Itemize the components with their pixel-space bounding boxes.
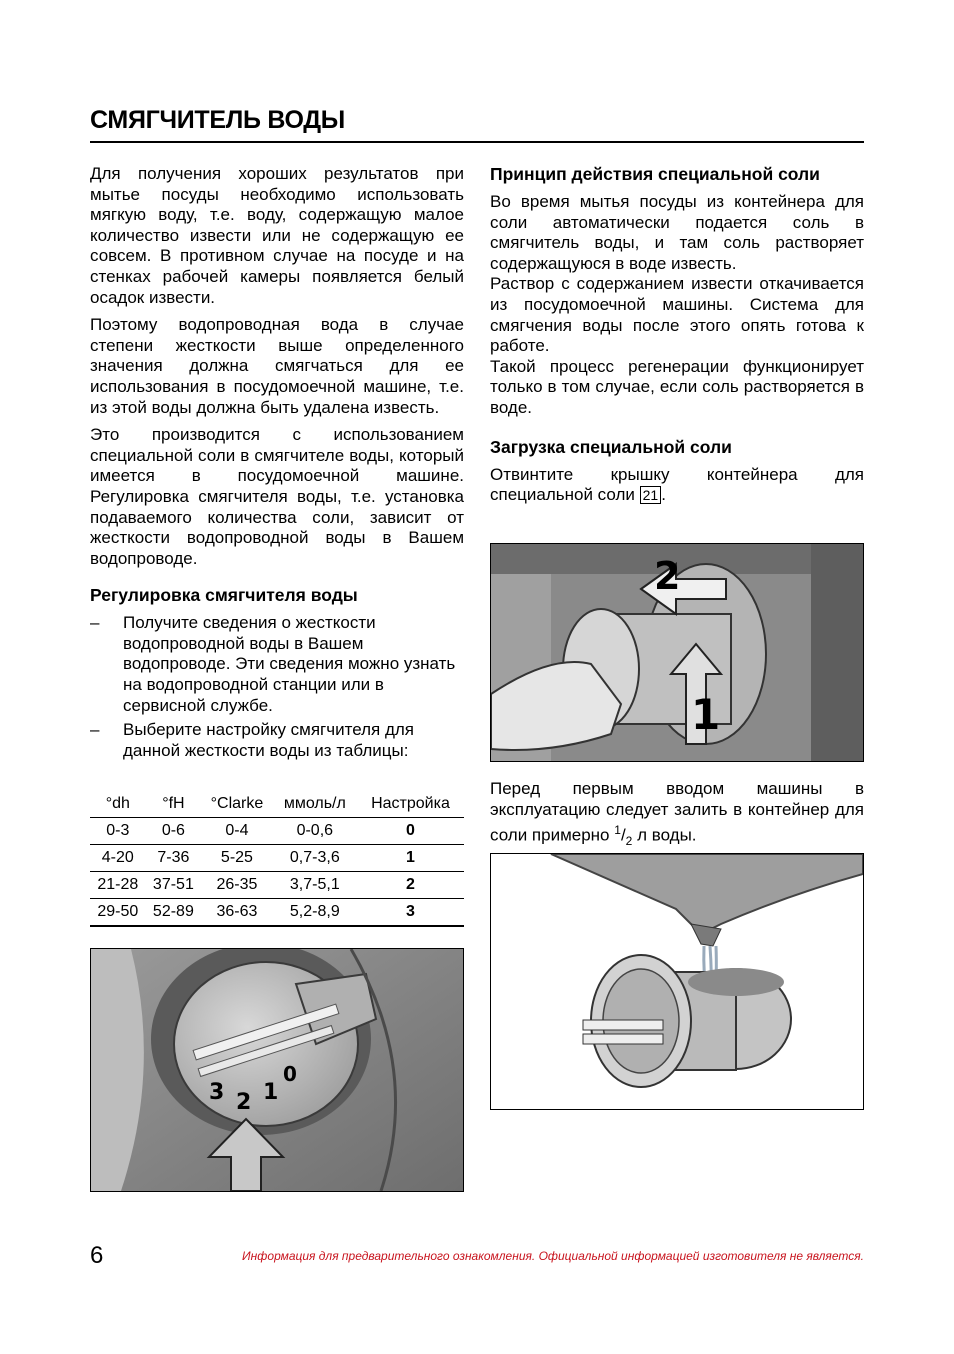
dial-label-3: 3 [209, 1080, 225, 1105]
principle-paragraph-3: Такой процесс регенерации функционирует только в том случае, если соль растворяется в воде. [490, 356, 864, 417]
load-heading: Загрузка специальной соли [490, 436, 732, 457]
col-setting: Настройка [357, 791, 464, 818]
salt-paragraph: Это производится с использованием специальной соли в смягчителе воды, который имеется в посудомоечной машине. Регулировка смягчителя воды, т.е. установка подаваемого количества соли, зависит от жесткости водопроводной воды в Вашем водопроводе. [90, 425, 464, 568]
step-1-label: 1 [691, 690, 721, 739]
col-clarke: °Clarke [201, 791, 273, 818]
intro-paragraph: Для получения хороших результатов при мытье посуды необходимо использовать мягкую воду, т.е. воду, содержащую малое количество извести или не содержащую ее совсем. В противном случае на посуде и на стенках рабочей камеры появляется белый осадок извести. [90, 164, 464, 307]
dial-label-2: 2 [236, 1090, 252, 1115]
col-mmol: ммоль/л [273, 791, 357, 818]
hardness-paragraph: Поэтому водопроводная вода в случае степени жесткости выше определенного значения должна смягчаться для ее использования в посудомоечной машине, т.е. из этой воды должна быть удалена известь. [90, 315, 464, 417]
table-row: 21-28 37-51 26-35 3,7-5,1 2 [90, 872, 464, 899]
softener-dial-illustration [90, 948, 464, 1192]
disclaimer: Информация для предварительного ознакомления. Официальной информацией изготовителя не является. [242, 1249, 864, 1263]
salt-container-open-illustration [490, 543, 864, 762]
load-paragraph: Отвинтите крышку контейнера для специальной соли 21 . [490, 464, 864, 505]
hardness-table [90, 791, 464, 927]
adjust-heading: Регулировка смягчителя воды [90, 585, 358, 606]
left-column [90, 164, 464, 765]
col-dh: °dh [90, 791, 146, 818]
col-fh: °fH [146, 791, 202, 818]
page-title: СМЯГЧИТЕЛЬ ВОДЫ [90, 106, 864, 143]
fill-instruction: Перед первым вводом машины в эксплуатацию следует залить в контейнер для соли примерно $^1/_2$ л воды. [490, 779, 864, 849]
water-filling-illustration [490, 853, 864, 1110]
table-row: 4-20 7-36 5-25 0,7-3,6 1 [90, 845, 464, 872]
adjust-list [90, 613, 464, 761]
dial-label-1: 1 [263, 1080, 279, 1105]
table-header-row [90, 791, 464, 818]
list-item: – Выберите настройку смягчителя для данной жесткости воды из таблицы: [90, 720, 414, 760]
fill-paragraph: Перед первым вводом машины в эксплуатацию следует залить в контейнер для соли примерно [490, 779, 864, 845]
figure-reference: 21 [640, 486, 662, 504]
principle-paragraph-1: Во время мытья посуды из контейнера для соли автоматически подается соль в смягчитель воды, и там соль растворяет содержащуюся в воде известь. [490, 192, 864, 273]
principle-heading: Принцип действия специальной соли [490, 164, 820, 184]
dial-label-0: 0 [283, 1062, 297, 1086]
table-row: 29-50 52-89 36-63 5,2-8,9 3 [90, 899, 464, 927]
table-row: 0-3 0-6 0-4 0-0,6 0 [90, 818, 464, 845]
list-item: – Получите сведения о жесткости водопроводной воды в Вашем водопроводе. Эти сведения можно узнать на водопроводной станции или в сервисной службе. [90, 613, 456, 715]
right-column [490, 164, 864, 513]
page-number: 6 [90, 1242, 104, 1269]
principle-paragraph-2: Раствор с содержанием извести откачивается из посудомоечной машины. Система для смягчения воды после этого опять готова к работе. [490, 274, 864, 356]
step-2-label: 2 [654, 554, 681, 598]
